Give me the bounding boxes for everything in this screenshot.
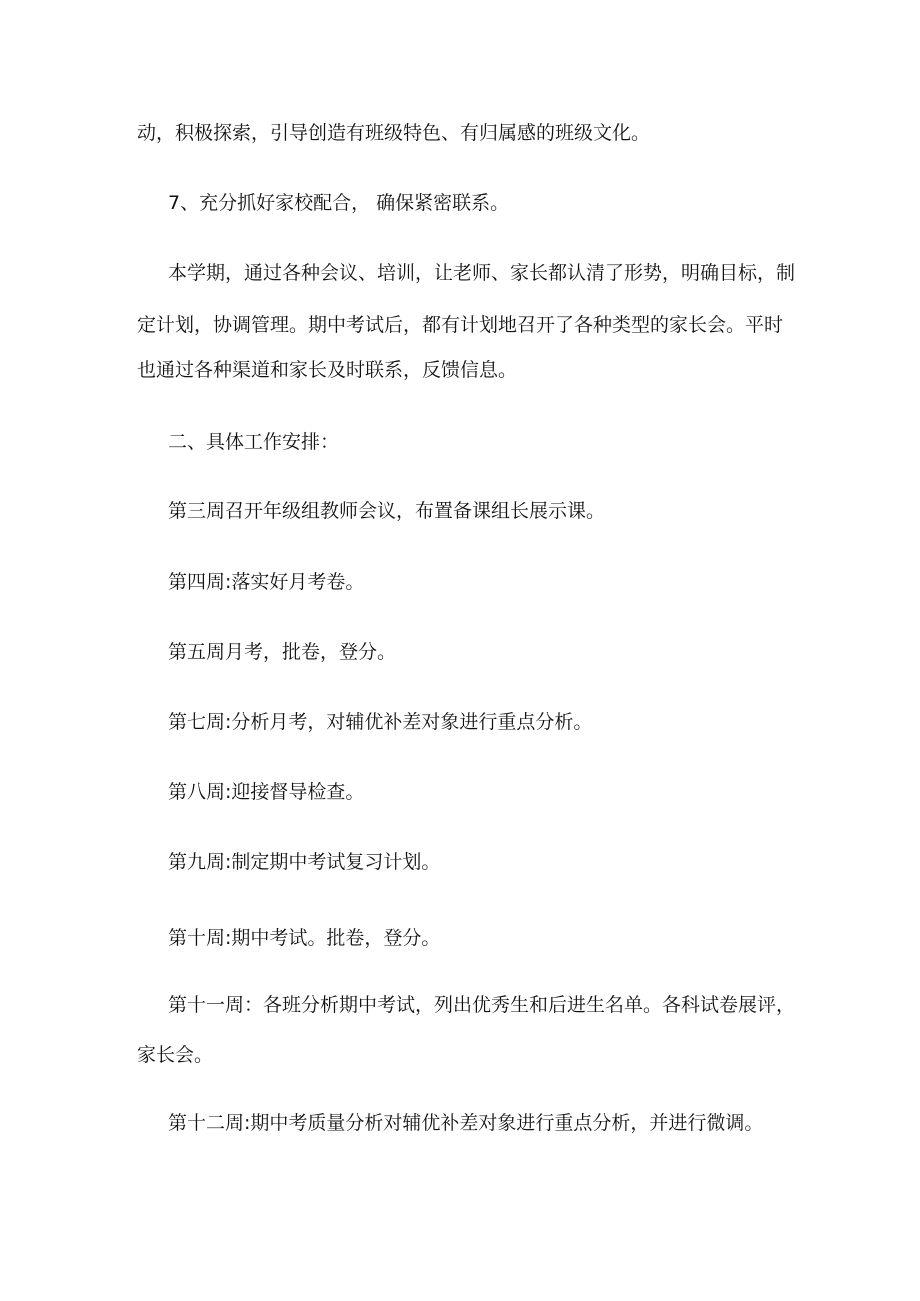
paragraph-semester-line-1: 本学期，通过各种会议、培训，让老师、家长都认清了形势，明确目标，制	[168, 262, 796, 284]
schedule-week-11-line-1: 第十一周：各班分析期中考试，列出优秀生和后进生名单。各科试卷展评，	[168, 994, 796, 1016]
schedule-week-12: 第十二周:期中考质量分析对辅优补差对象进行重点分析，并进行微调。	[168, 1112, 764, 1134]
schedule-week-4: 第四周:落实好月考卷。	[168, 571, 365, 593]
paragraph-continuation-culture: 动，积极探索，引导创造有班级特色、有归属感的班级文化。	[137, 122, 651, 144]
schedule-week-7: 第七周:分析月考，对辅优补差对象进行重点分析。	[168, 711, 593, 733]
schedule-week-8: 第八周:迎接督导检查。	[168, 781, 365, 803]
paragraph-semester-line-2: 定计划，协调管理。期中考试后，都有计划地召开了各种类型的家长会。平时	[137, 314, 784, 336]
schedule-week-5: 第五周月考，批卷，登分。	[168, 641, 397, 663]
paragraph-semester-line-3: 也通过各种渠道和家长及时联系，反馈信息。	[137, 359, 518, 381]
schedule-week-11-line-2: 家长会。	[137, 1044, 214, 1066]
schedule-week-9: 第九周:制定期中考试复习计划。	[168, 851, 441, 873]
heading-home-school-cooperation: 7、充分抓好家校配合， 确保紧密联系。	[168, 192, 510, 214]
schedule-week-10: 第十周:期中考试。批卷，登分。	[168, 927, 441, 949]
schedule-week-3: 第三周召开年级组教师会议，布置备课组长展示课。	[168, 500, 606, 522]
section-heading-work-schedule: 二、具体工作安排：	[168, 431, 340, 453]
